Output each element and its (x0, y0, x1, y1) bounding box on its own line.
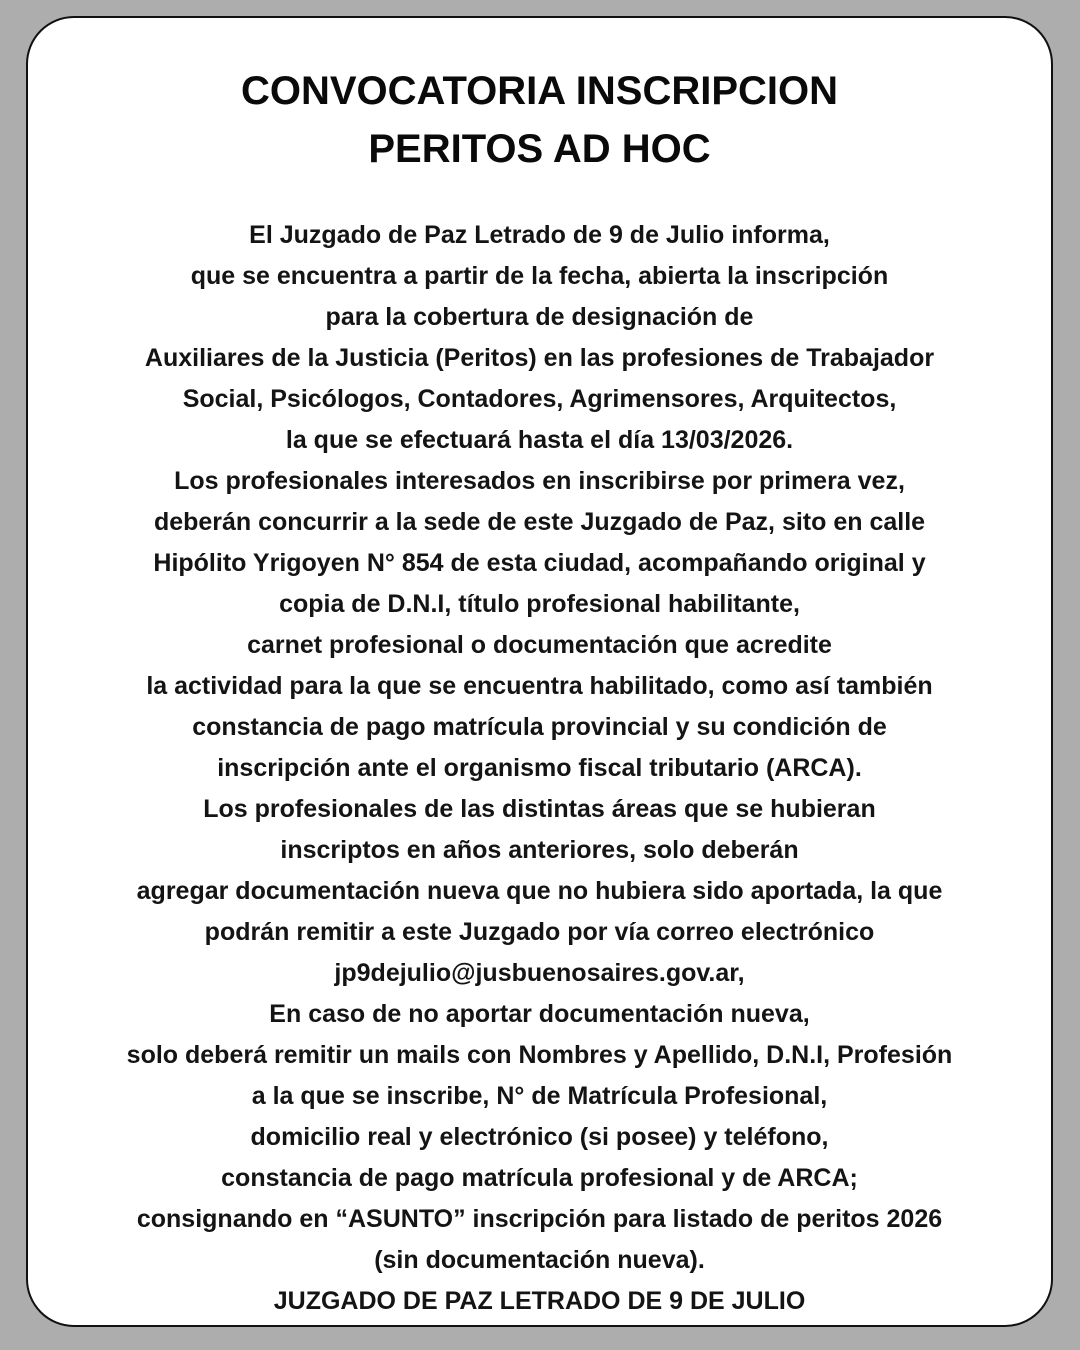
body-line: Los profesionales de las distintas áreas que se hubieran (203, 795, 876, 823)
body-line: que se encuentra a partir de la fecha, abierta la inscripción (190, 262, 889, 290)
body-line: deberán concurrir a la sede de este Juzgado de Paz, sito en calle (153, 508, 926, 536)
email-address: jp9dejulio@jusbuenosaires.gov.ar, (334, 959, 745, 987)
title-line: CONVOCATORIA INSCRIPCION (240, 69, 839, 113)
body-line: Los profesionales interesados en inscribirse por primera vez, (174, 467, 905, 495)
body-line: (sin documentación nueva). (374, 1246, 705, 1274)
body-line: solo deberá remitir un mails con Nombres y Apellido, D.N.I, Profesión (126, 1041, 953, 1069)
body-line: domicilio real y electrónico (si posee) y teléfono, (250, 1123, 829, 1151)
body-line: El Juzgado de Paz Letrado de 9 de Julio informa, (249, 221, 830, 249)
body-line: para la cobertura de designación de (325, 303, 754, 331)
notice-title (28, 62, 1051, 178)
body-line: inscripción ante el organismo fiscal tributario (ARCA). (217, 754, 862, 782)
body-line: a la que se inscribe, N° de Matrícula Profesional, (251, 1082, 828, 1110)
body-line: constancia de pago matrícula provincial y su condición de (192, 713, 887, 741)
body-line: podrán remitir a este Juzgado por vía correo electrónico (204, 918, 875, 946)
body-line: Social, Psicólogos, Contadores, Agrimensores, Arquitectos, (182, 385, 897, 413)
body-line: Auxiliares de la Justicia (Peritos) en las profesiones de Trabajador (144, 344, 935, 372)
body-line: agregar documentación nueva que no hubiera sido aportada, la que (136, 877, 943, 905)
title-line: PERITOS AD HOC (368, 127, 711, 171)
body-line: En caso de no aportar documentación nueva, (269, 1000, 810, 1028)
body-line: copia de D.N.I, título profesional habilitante, (279, 590, 800, 618)
notice-body (28, 215, 1051, 1322)
body-line: constancia de pago matrícula profesional y de ARCA; (221, 1164, 858, 1192)
body-line: carnet profesional o documentación que acredite (247, 631, 832, 659)
body-line: la actividad para la que se encuentra habilitado, como así también (146, 672, 933, 700)
body-line: inscriptos en años anteriores, solo deberán (280, 836, 799, 864)
body-line: la que se efectuará hasta el día 13/03/2026. (285, 426, 794, 454)
notice-card (26, 16, 1053, 1327)
notice-signature: JUZGADO DE PAZ LETRADO DE 9 DE JULIO (273, 1287, 806, 1315)
body-line: Hipólito Yrigoyen N° 854 de esta ciudad, acompañando original y (153, 549, 926, 577)
body-line: consignando en “ASUNTO” inscripción para listado de peritos 2026 (136, 1205, 943, 1233)
